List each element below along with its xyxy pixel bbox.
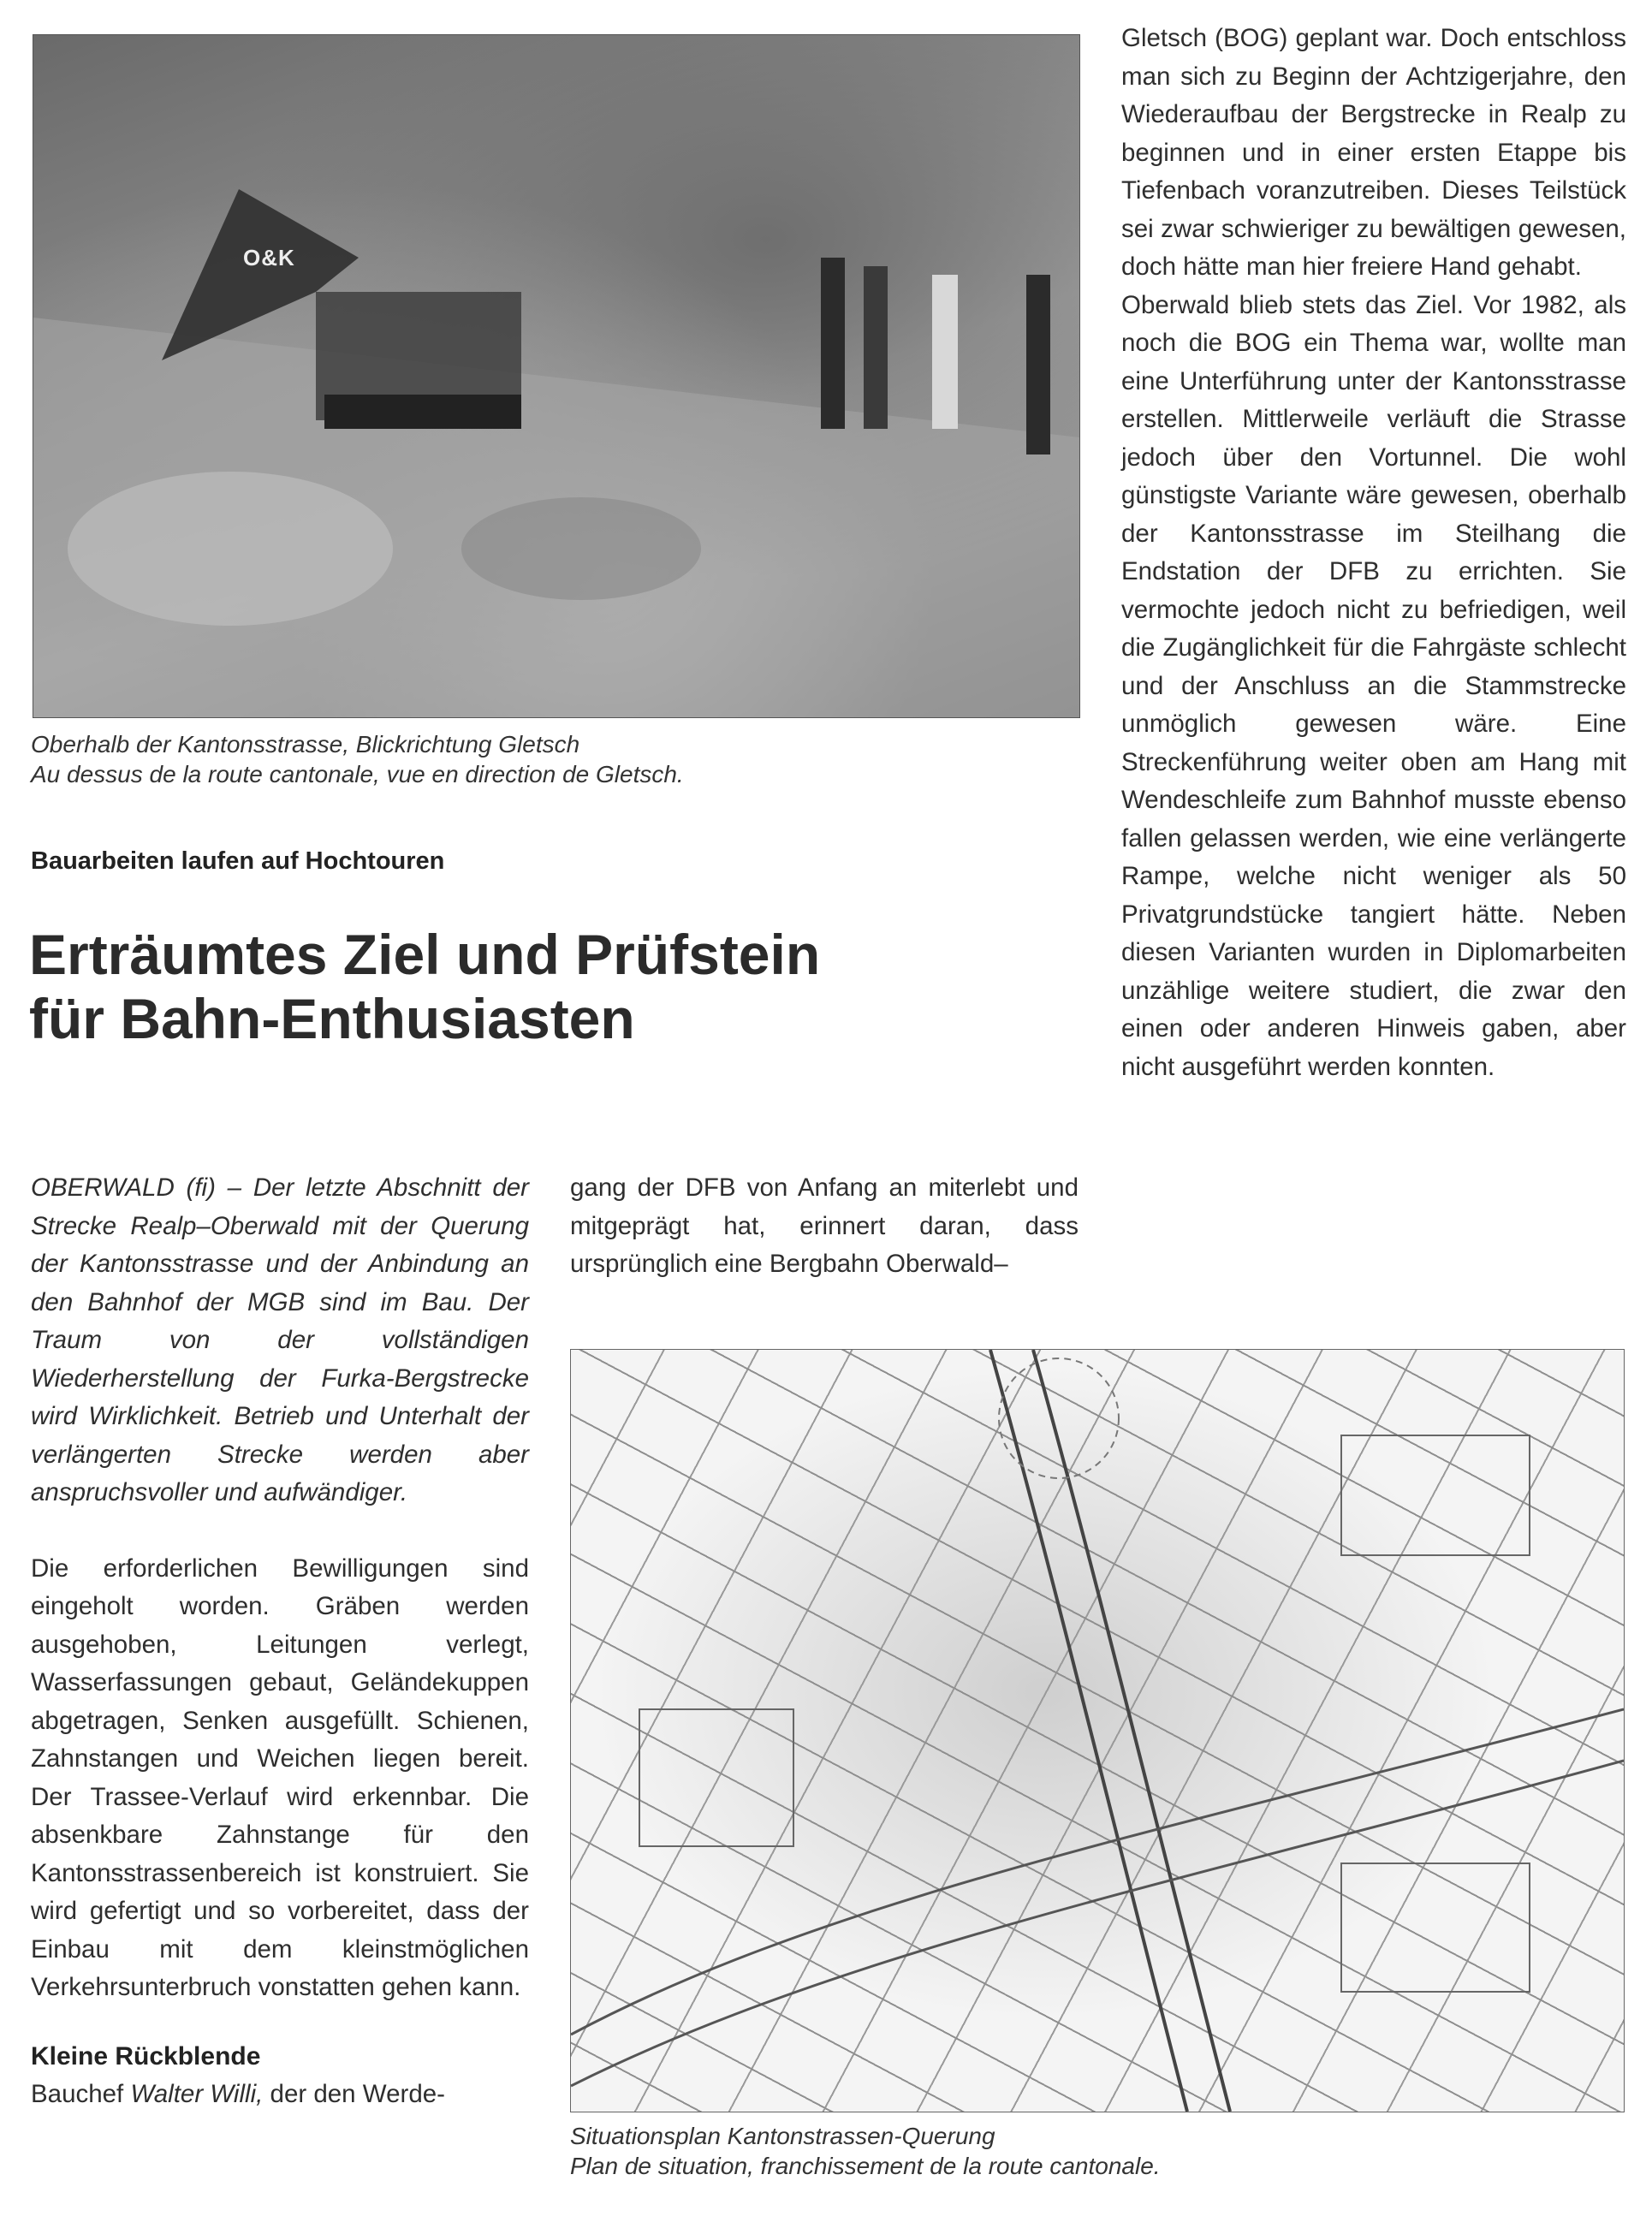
middle-column: gang der DFB von Anfang an miterlebt und mitgeprägt hat, erinnert daran, dass ursprünglich eine Bergbahn Oberwald– [570, 1173, 1079, 1278]
excavator-illustration [33, 35, 1079, 717]
plan-caption [570, 2121, 1623, 2181]
headline [29, 923, 1090, 1051]
right-paragraph-1: Gletsch (BOG) geplant war. Doch entschloss man sich zu Beginn der Achtzigerjahre, den Wiederaufbau der Bergstrecke in Realp zu beginnen und in einer ersten Etappe bis Tiefenbach voranzutreiben. Dieses Teilstück sei zwar schwieriger zu bewältigen gewesen, doch hätte man hier freiere Hand gehabt. [1121, 24, 1626, 281]
last-line: Bauchef Walter Willi, der den Werde- [31, 2080, 445, 2108]
plan-drawing [571, 1350, 1624, 2112]
body-paragraph: Die erforderlichen Bewilligungen sind eingeholt worden. Gräben werden ausgehoben, Leitungen verlegt, Wasserfassungen gebaut, Geländekuppen abgetragen, Senken ausgefüllt. Schienen, Zahnstangen und Weichen liegen bereit. Der Trassee-Verlauf wird erkennbar. Die absenkbare Zahnstange für den Kantonsstrassenbereich ist konstruiert. Sie wird gefertigt und so vorbereitet, dass der Einbau mit dem kleinstmöglichen Verkehrsunterbruch vonstatten gehen kann. [31, 1554, 529, 2001]
construction-photo [33, 34, 1080, 718]
machine-label: O&K [243, 245, 295, 270]
photo-caption [31, 729, 1058, 789]
photo-caption-fr: Au dessus de la route cantonale, vue en direction de Gletsch. [31, 761, 684, 787]
kicker: Bauarbeiten laufen auf Hochtouren [31, 847, 445, 875]
situation-plan [570, 1349, 1625, 2112]
photo-caption-de: Oberhalb der Kantonsstrasse, Blickrichtung Gletsch [31, 731, 580, 758]
right-column [1121, 20, 1626, 1086]
lead-paragraph: OBERWALD (fi) – Der letzte Abschnitt der Strecke Realp–Oberwald mit der Querung der Kantonsstrasse und der Anbindung an den Bahnhof der MGB sind im Bau. Der Traum von der vollständigen Wiederherstellung der Furka-Bergstrecke wird Wirklichkeit. Betrieb und Unterhalt der verlängerten Strecke werden aber anspruchsvoller und aufwändiger. [31, 1173, 529, 1506]
person-name: Walter Willi, [130, 2080, 264, 2108]
headline-line-1: Erträumtes Ziel und Prüfstein [29, 923, 821, 986]
left-column [31, 1169, 529, 2114]
plan-caption-de: Situationsplan Kantonstrassen-Querung [570, 2123, 995, 2149]
subhead: Kleine Rückblende [31, 2041, 261, 2070]
headline-line-2: für Bahn-Enthusiasten [29, 987, 635, 1050]
plan-caption-fr: Plan de situation, franchissement de la route cantonale. [570, 2153, 1161, 2179]
right-paragraph-2: Oberwald blieb stets das Ziel. Vor 1982, als noch die BOG ein Thema war, wollte man eine Unterführung unter der Kantonsstrasse erstellen. Mittlerweile verläuft die Strasse jedoch über den Vortunnel. Die wohl günstigste Variante wäre gewesen, oberhalb der Kantonsstrasse im Steilhang die Endstation der DFB zu errichten. Sie vermochte jedoch nicht zu befriedigen, weil die Zugänglichkeit für die Fahrgäste schlecht und der Anschluss an die Stammstrecke unmöglich gewesen wäre. Eine Streckenführung weiter oben am Hang mit Wendeschleife zum Bahnhof musste ebenso fallen gelassen werden, wie eine verlängerte Rampe, welche nicht weniger als 50 Privatgrundstücke tangiert hätte. Neben diesen Varianten wurden in Diplomarbeiten unzählige weitere studiert, die zwar den einen oder anderen Hinweis gaben, aber nicht ausgeführt werden konnten. [1121, 290, 1626, 1081]
